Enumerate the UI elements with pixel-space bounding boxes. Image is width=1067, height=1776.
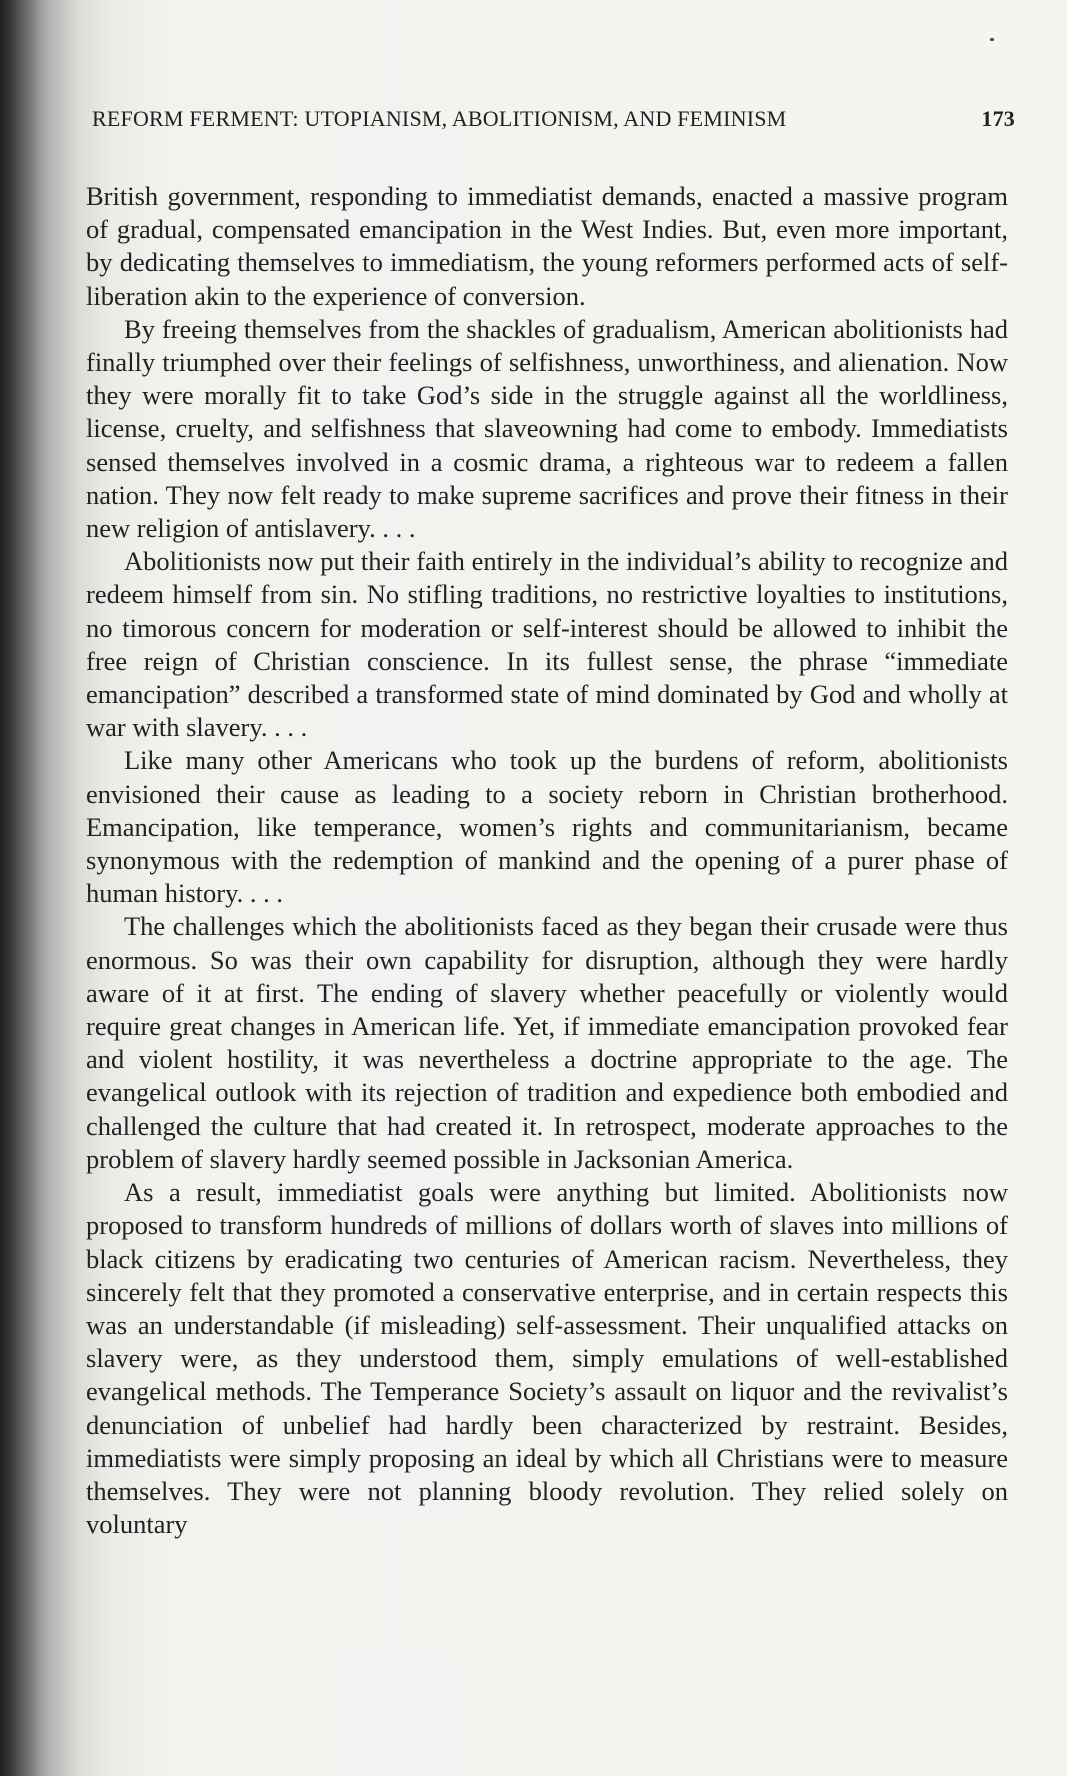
spine-shadow [0, 0, 40, 1776]
paragraph-5: The challenges which the abolitionists faced as they began their crusade were thus enormous. So was their own capability for disruption, although they were hardly aware of it at first. The ending of slavery whether peacefully or violently would require great changes in American life. Yet, if immediate emancipation provoked fear and violent hostility, it was nevertheless a doctrine appropriate to the age. The evangelical outlook with its rejection of tradition and expedience both embodied and challenged the culture that had created it. In retrospect, moderate approaches to the problem of slavery hardly seemed possible in Jacksonian America. [86, 911, 1008, 1174]
paragraph-1: British government, responding to immediatist demands, enacted a massive program of gradual, compensated emancipation in the West Indies. But, even more important, by dedicating themselves to immediatism, the young reformers performed acts of self-liberation akin to the experience of conversion. [86, 181, 1008, 311]
paragraph-3: Abolitionists now put their faith entirely in the individual’s ability to recognize and redeem himself from sin. No stifling traditions, no restrictive loyalties to institutions, no timorous concern for moderation or self-interest should be allowed to inhibit the free reign of Christian conscience. In its fullest sense, the phrase “immediate emancipation” described a transformed state of mind dominated by God and wholly at war with slavery. . . . [86, 546, 1008, 743]
body-text [86, 180, 1008, 1541]
paragraph-6: As a result, immediatist goals were anything but limited. Abolitionists now proposed to transform hundreds of millions of dollars worth of slaves into millions of black citizens by eradicating two centuries of American racism. Nevertheless, they sincerely felt that they promoted a conservative enterprise, and in certain respects this was an understandable (if misleading) self-assessment. Their unqualified attacks on slavery were, as they understood them, simply emulations of well-established evangelical methods. The Temperance Society’s assault on liquor and the revivalist’s denunciation of unbelief had hardly been characterized by restraint. Besides, immediatists were simply proposing an ideal by which all Christians were to measure themselves. They were not planning bloody revolution. They relied solely on voluntary [86, 1177, 1008, 1540]
page-number: 173 [981, 106, 1015, 131]
paragraph-4: Like many other Americans who took up the burdens of reform, abolitionists envisioned their cause as leading to a society reborn in Christian brotherhood. Emancipation, like temperance, women’s rights and communitarianism, became synonymous with the redemption of mankind and the opening of a purer phase of human history. . . . [86, 745, 1008, 909]
paragraph-2: By freeing themselves from the shackles of gradualism, American abolitionists had finally triumphed over their feelings of selfishness, unworthiness, and alienation. Now they were morally fit to take God’s side in the struggle against all the worldliness, license, cruelty, and selfishness that slaveowning had come to embody. Immediatists sensed themselves involved in a cosmic drama, a righteous war to redeem a fallen nation. They now felt ready to make supreme sacrifices and prove their fitness in their new religion of antislavery. . . . [86, 313, 1008, 544]
running-title: REFORM FERMENT: UTOPIANISM, ABOLITIONISM, AND FEMINISM [92, 106, 787, 131]
running-head [92, 106, 1015, 136]
paper-speck [990, 38, 994, 41]
